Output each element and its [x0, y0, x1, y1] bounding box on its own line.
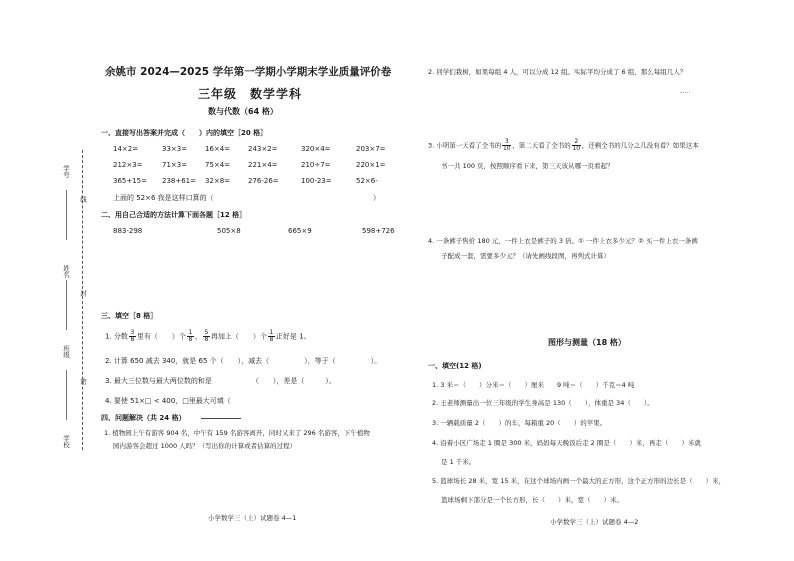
margin-label-feng: 封 — [79, 290, 87, 297]
section-2-title: 二、用自己合适的方法计算下面各题［12 格］ — [101, 211, 247, 219]
fraction: $\frac{1}{8}$ — [188, 329, 193, 343]
margin-label-xuexiao: 学校 — [62, 435, 70, 448]
geometry-section-1-title: 一、填空(12 格) — [428, 362, 482, 370]
exam-title: 余姚市 2024—2025 学年第一学期小学期末学业质量评价卷 — [105, 66, 392, 78]
calc-item: 75×4= — [205, 161, 231, 169]
calc-item: 52×6- — [356, 177, 378, 185]
binding-dashed-line — [82, 150, 83, 450]
blank-line — [66, 370, 68, 420]
vertical-calc-item: 505×8 — [217, 227, 241, 235]
vertical-calc-item: 598+726 — [362, 227, 395, 235]
problem-3-line-1: 3. 小明第一天看了全书的 $\frac{3}{10}$ ，第二天看了全书的 $\frac{2}{10}$ ，还剩全书的几分之几没有看？如果这本 — [428, 138, 699, 152]
calc-note: 上面的 52×6 我是这样口算的（ — [113, 194, 214, 202]
calc-note-end: ） — [373, 194, 380, 202]
q1-text-d: 再加上（ ）个 — [210, 332, 267, 341]
problem-4-line-1: 4. 一条裤子售价 180 元，一件上衣是裤子的 3 倍。① 一件上衣多少元？② 买一件上衣一条裤 — [428, 237, 698, 245]
calc-item: 210÷7= — [301, 161, 331, 169]
grade-subject: 三年级 数学学科 — [198, 87, 303, 101]
margin-label-mi: 密 — [79, 378, 87, 385]
calc-item: 212×3= — [113, 161, 143, 169]
section-1-title: 一、直接写出答案并完成（ ）内的填空［20 格］ — [101, 129, 268, 137]
calc-item: 365+15= — [113, 177, 147, 185]
margin-label-xuehao: 学号 — [62, 165, 70, 178]
margin-label-xian: 线 — [79, 196, 87, 203]
q1-text-e: 正好是 1。 — [275, 332, 311, 341]
calc-item: 220×1= — [356, 161, 386, 169]
vertical-calc-item: 665×9 — [288, 227, 312, 235]
calc-item: 71×3= — [162, 161, 188, 169]
part2-title: 图形与测量（18 格） — [548, 338, 626, 347]
geometry-q3: 3. 一辆载质量 2（ ）的车，每箱重 20（ ）的苹果。 — [432, 419, 607, 427]
part1-title: 数与代数（64 格） — [208, 107, 278, 116]
geometry-q4-line-2: 是 1 千米。 — [441, 458, 476, 466]
calc-item: 221×4= — [248, 161, 278, 169]
calc-item: 14×2= — [113, 145, 139, 153]
scan-artifact — [680, 92, 690, 93]
calc-item: 238+61= — [162, 177, 196, 185]
calc-item: 203×7= — [356, 145, 386, 153]
page-footer-right: 小学数学三（上）试题卷 4—2 — [550, 518, 639, 526]
geometry-q4-line-1: 4. 沿着小区广场走 1 圈是 300 米，妈妈每天晚饭后走 2 圈是（ ）米，再走（ ）米就 — [432, 439, 701, 447]
section-4-title: 四、问题解决（共 24 格） — [101, 414, 186, 422]
calc-item: 100-23= — [301, 177, 332, 185]
calc-item: 320×4= — [301, 145, 331, 153]
calc-item: 276-26= — [248, 177, 279, 185]
margin-label-xingming: 姓名 — [62, 265, 70, 278]
vertical-calc-item: 883-298 — [113, 227, 143, 235]
fraction: $\frac{3}{10}$ — [502, 138, 511, 152]
fill-question-1 — [105, 330, 311, 343]
margin-label-banji: 班级 — [62, 345, 70, 358]
section-3-title: 三、填空［8 格］ — [101, 312, 158, 320]
blank-line — [66, 280, 68, 330]
fill-question-2: 2. 计算 650 减去 340，就是 65 个（ ），减去（ ），等于（ ）。 — [105, 357, 382, 365]
calc-item: 243×2= — [248, 145, 278, 153]
underline-mark — [201, 418, 241, 419]
calc-item: 33×3= — [162, 145, 188, 153]
fill-question-4: 4. 要使 51×□ < 400，□里最大可填（ — [105, 397, 231, 405]
fraction: $\frac{3}{8}$ — [130, 329, 135, 343]
blank-line — [66, 190, 68, 240]
problem-4-line-2: 子配成一套，需要多少元？（请先画线段图，再列式计算） — [441, 252, 610, 260]
geometry-q5-line-2: 篮球场剩下部分是一个长方形，长（ ）米，宽（ ）米。 — [441, 496, 623, 504]
q1-text-c: ， — [194, 332, 202, 341]
fill-question-3: 3. 最大三位数与最大两位数的和是 （ ），差是（ ）。 — [105, 377, 336, 385]
problem-3-line-2: 书一共 100 页，按照顺序看下来，第三天该从哪一页看起？ — [441, 162, 614, 170]
geometry-q2: 2. 王老师测量出一位三年级的学生身高是 130（ ），体重是 34（ ）。 — [432, 399, 654, 407]
q1-text-a: 1. 分数 — [105, 332, 128, 341]
calc-item: 32×8= — [205, 177, 231, 185]
page-footer-left: 小学数学三（上）试题卷 4—1 — [208, 514, 297, 522]
fraction: $\frac{1}{8}$ — [269, 329, 274, 343]
fraction: $\frac{5}{8}$ — [204, 329, 209, 343]
geometry-q5-line-1: 5. 篮球场长 28 米，宽 15 米，在这个球场内画一个最大的正方形，这个正方形的边长是（ ）米， — [432, 477, 726, 485]
problem-1-line-2: 园内游客会超过 1000 人吗？（写出你的计算或者估算的过程） — [113, 442, 297, 450]
problem-1-line-1: 1. 植物园上午有游客 904 名，中午有 159 名游客离开，同时又来了 296 名游客，下午植物 — [104, 429, 370, 437]
q1-text-b: 里有（ ）个 — [136, 332, 186, 341]
calc-item: 16×4= — [205, 145, 231, 153]
problem-2: 2. 同学们栽树，如果每组 4 人，可以分成 12 组。实际平均分成了 6 组，那么每组几人？ — [428, 68, 687, 76]
fraction: $\frac{2}{10}$ — [572, 138, 581, 152]
geometry-q1: 1. 3 米＝（ ）分米＝（ ）厘米 9 吨＝（ ）千克＝4 吨 — [432, 381, 635, 389]
